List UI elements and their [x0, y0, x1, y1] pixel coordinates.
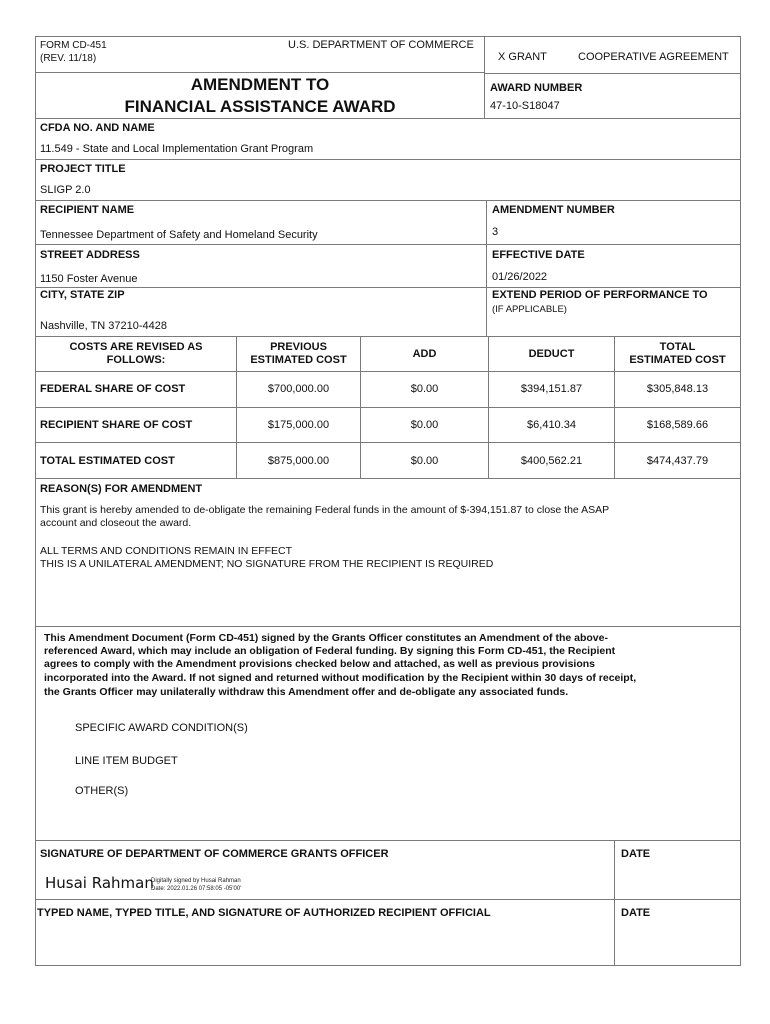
department-name: U.S. DEPARTMENT OF COMMERCE	[288, 39, 474, 51]
reasons-text-line1: This grant is hereby amended to de-obligate the remaining Federal funds in the amount of $-394,151.87 to close the ASAP	[40, 504, 610, 516]
city-state-zip-label: CITY, STATE ZIP	[40, 289, 125, 301]
digital-signature-note-line2: Date: 2022.01.26 07:58:05 -05'00'	[151, 886, 242, 892]
form-number: FORM CD-451	[40, 40, 107, 51]
table-cell-deduct: $400,562.21	[520, 455, 583, 467]
grant-option[interactable]: X GRANT	[498, 51, 547, 63]
table-cell-deduct: $394,151.87	[520, 383, 583, 395]
recipient-signature-label: TYPED NAME, TYPED TITLE, AND SIGNATURE OF AUTHORIZED RECIPIENT OFFICIAL	[37, 907, 491, 919]
amendment-number-label: AMENDMENT NUMBER	[492, 204, 615, 216]
cfda-label: CFDA NO. AND NAME	[40, 122, 155, 134]
cooperative-agreement-option[interactable]: COOPERATIVE AGREEMENT	[578, 51, 729, 63]
page-title-line2: FINANCIAL ASSISTANCE AWARD	[124, 97, 396, 116]
previous-cost-header-line2: ESTIMATED COST	[250, 354, 347, 366]
form-revision: (REV. 11/18)	[40, 53, 97, 64]
table-row-label: TOTAL ESTIMATED COST	[40, 455, 175, 467]
statement-line4: incorporated into the Award. If not signed and returned without modification by the Recipient within 30 days of receipt,	[44, 672, 637, 684]
table-cell-deduct: $6,410.34	[527, 419, 576, 431]
table-cell-previous: $175,000.00	[267, 419, 330, 431]
statement-line2: referenced Award, which may include an obligation of Federal funding. By signing this Form CD-451, the Recipient	[44, 645, 616, 657]
table-cell-total: $168,589.66	[646, 419, 709, 431]
project-title-value: SLIGP 2.0	[40, 184, 91, 196]
statement-line3: agrees to comply with the Amendment provisions checked below and attached, as well as previous provisions	[44, 658, 596, 670]
option-others[interactable]: OTHER(S)	[75, 785, 129, 797]
digital-signature-note-line1: Digitally signed by Husai Rahman	[151, 878, 241, 884]
recipient-date-label: DATE	[621, 907, 651, 919]
option-line-item-budget[interactable]: LINE ITEM BUDGET	[75, 755, 178, 767]
table-cell-add: $0.00	[410, 419, 439, 431]
reasons-text-line3: ALL TERMS AND CONDITIONS REMAIN IN EFFECT	[40, 545, 293, 557]
table-cell-total: $305,848.13	[646, 383, 709, 395]
officer-signature-label: SIGNATURE OF DEPARTMENT OF COMMERCE GRANTS OFFICER	[40, 848, 389, 860]
costs-label-header-line1: COSTS ARE REVISED AS	[69, 341, 203, 353]
table-cell-add: $0.00	[410, 383, 439, 395]
reasons-label: REASON(S) FOR AMENDMENT	[40, 483, 203, 495]
recipient-name-value: Tennessee Department of Safety and Homeland Security	[40, 229, 318, 241]
officer-signature: Husai Rahman	[45, 874, 154, 892]
page-title-line1: AMENDMENT TO	[190, 75, 330, 94]
project-title-label: PROJECT TITLE	[40, 163, 126, 175]
award-number-label: AWARD NUMBER	[490, 82, 583, 94]
cfda-value: 11.549 - State and Local Implementation Grant Program	[40, 143, 314, 155]
statement-line5: the Grants Officer may unilaterally withdraw this Amendment offer and de-obligate any associated funds.	[44, 686, 569, 698]
city-state-zip-value: Nashville, TN 37210-4428	[40, 320, 167, 332]
total-cost-header-line2: ESTIMATED COST	[629, 354, 726, 366]
award-number-value: 47-10-S18047	[490, 100, 560, 112]
table-row-label: FEDERAL SHARE OF COST	[40, 383, 186, 395]
statement-line1: This Amendment Document (Form CD-451) signed by the Grants Officer constitutes an Amendment of the above-	[44, 632, 608, 644]
previous-cost-header-line1: PREVIOUS	[270, 341, 327, 353]
street-address-label: STREET ADDRESS	[40, 249, 140, 261]
street-address-value: 1150 Foster Avenue	[40, 273, 138, 285]
table-cell-previous: $875,000.00	[267, 455, 330, 467]
table-cell-add: $0.00	[410, 455, 439, 467]
extend-period-note: (IF APPLICABLE)	[492, 304, 567, 315]
option-specific-award-conditions[interactable]: SPECIFIC AWARD CONDITION(S)	[75, 722, 248, 734]
reasons-text-line4: THIS IS A UNILATERAL AMENDMENT; NO SIGNATURE FROM THE RECIPIENT IS REQUIRED	[40, 558, 494, 570]
add-header: ADD	[412, 348, 437, 360]
table-cell-previous: $700,000.00	[267, 383, 330, 395]
effective-date-label: EFFECTIVE DATE	[492, 249, 585, 261]
deduct-header: DEDUCT	[528, 348, 575, 360]
extend-period-label: EXTEND PERIOD OF PERFORMANCE TO	[492, 289, 708, 301]
officer-date-label: DATE	[621, 848, 651, 860]
recipient-name-label: RECIPIENT NAME	[40, 204, 135, 216]
reasons-text-line2: account and closeout the award.	[40, 517, 192, 529]
table-row-label: RECIPIENT SHARE OF COST	[40, 419, 193, 431]
total-cost-header-line1: TOTAL	[659, 341, 696, 353]
table-cell-total: $474,437.79	[646, 455, 709, 467]
amendment-number-value: 3	[492, 226, 499, 238]
costs-label-header-line2: FOLLOWS:	[106, 354, 166, 366]
effective-date-value: 01/26/2022	[492, 271, 548, 283]
